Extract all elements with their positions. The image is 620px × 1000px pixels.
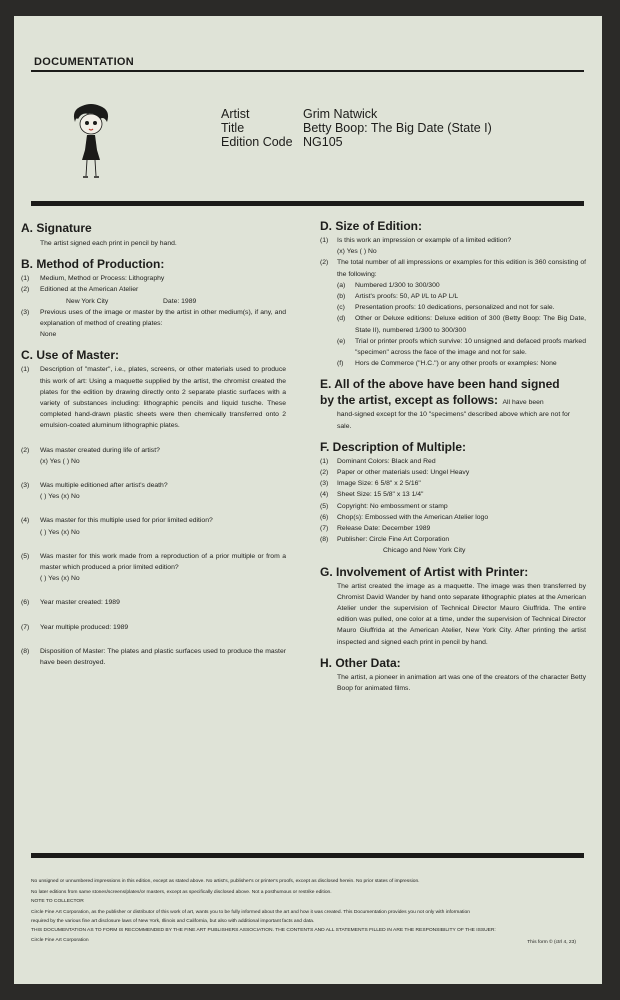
c-q2: (2) Was master created during life of artist? (x) Yes ( ) No [21, 446, 160, 465]
top-rule [31, 70, 584, 72]
list-item: (2) Editioned at the American Atelier [21, 286, 139, 294]
c-q3: (3) Was multiple editioned after artist's death? ( ) Yes (x) No [21, 482, 168, 501]
section-a-heading: A. Signature [21, 221, 92, 235]
section-f-heading: F. Description of Multiple: [320, 439, 466, 454]
footer-line: Circle Fine Art Corporation This form © (ctrl 4, 23) [31, 938, 576, 945]
list-item: (b) Artist's proofs: 50, AP I/L to AP L/L [337, 293, 459, 301]
d-q2: (2) The total number of all impressions or examples for this edition is 360 consisting of the following: [320, 259, 586, 278]
list-item: (e) Trial or printer proofs which survive: 10 unsigned and defaced proofs marked "specimen" across the face of the image and not for sale. [337, 337, 586, 357]
section-g-heading: G. Involvement of Artist with Printer: [320, 564, 529, 579]
footer-line: No later editions from same stones/screens/plates/or masters, except as specifically disclosed above. Not a posthumous or restrike edition. [31, 890, 332, 895]
footer [31, 878, 591, 944]
section-c-heading: C. Use of Master: [21, 348, 120, 363]
c-q8: (8) Disposition of Master: The plates and plastic surfaces used to produce the master have been destroyed. [21, 647, 286, 667]
section-h-heading: H. Other Data: [320, 655, 401, 670]
title-label: Title [221, 121, 245, 135]
c-q7: (7) Year multiple produced: 1989 [21, 623, 129, 631]
document-sheet [14, 16, 602, 984]
list-item: Chicago and New York City [383, 547, 466, 555]
section-a-text: The artist signed each print in pencil by hand. [40, 240, 177, 247]
doc-title: DOCUMENTATION [34, 56, 135, 68]
list-item: (8) Publisher: Circle Fine Art Corporation [320, 536, 450, 544]
list-item: (f) Hors de Commerce ("H.C.") or any other proofs or examples: None [337, 360, 557, 368]
list-item: (2) Paper or other materials used: Ungel Heavy [320, 469, 470, 477]
list-item: None [40, 331, 57, 339]
header-rule [31, 201, 584, 206]
section-g-text: The artist created the image as a maquette. The image was then transferred by Chromist David Wander by hand onto separate lithographic plates at the American Atelier under the supervision of Technical Director Mauro Giuffrida. The entire edition was pulled, one color at a time, under the supervision of Technical Director Mauro Giuffrida at the American Atelier, New York City. After printing the artist inspected and signed each print in pencil by hand. [337, 582, 586, 646]
title-value: Betty Boop: The Big Date (State I) [303, 121, 492, 135]
d-q1: (1) Is this work an impression or example of a limited edition? (x) Yes ( ) No [320, 237, 512, 256]
list-item: (d) Other or Deluxe editions: Deluxe edition of 300 (Betty Boop: The Big Date, State II), numbered 1/300 to 300/300 [337, 315, 586, 334]
section-h-text: The artist, a pioneer in animation art was one of the creators of the character Betty Boop for animated films. [337, 673, 586, 693]
edition-code-value: NG105 [303, 135, 343, 149]
list-item: (7) Release Date: December 1989 [320, 525, 431, 533]
footer-line: required by the various fine art disclosure laws of New York, Illinois and California, but also with additional important facts and data. [31, 919, 315, 924]
c-q6: (6) Year master created: 1989 [21, 599, 120, 607]
artist-label: Artist [221, 107, 250, 121]
list-item: (5) Copyright: No embossment or stamp [320, 502, 448, 510]
betty-boop-thumbnail [68, 102, 114, 182]
list-item: (4) Sheet Size: 15 5/8" x 13 1/4" [320, 491, 424, 499]
c-q4: (4) Was master for this multiple used for prior limited edition? ( ) Yes (x) No [21, 517, 213, 536]
left-column [21, 221, 286, 668]
footer-line: NOTE TO COLLECTOR [31, 899, 84, 904]
section-b-items [21, 273, 286, 340]
section-e-heading-1: E. All of the above have been hand signed [320, 377, 560, 392]
footer-line: No unsigned or unnumbered impressions in this edition, except as stated above. No artist's, publisher's or printer's proofs, except as disclosed herein. No prior states of impression. [31, 879, 420, 884]
c-q1: (1) Description of "master", i.e., plates, screens, or other materials used to produce this work of art: Using a maquette supplied by the artist, the chromist created the plates for the edition by drawing directly onto 2 separate plastic surfaces with a variety of substances including: lithographic pencils and liquid tusche. These completed hand-drawn plastic sheets were then chemically transferred onto 2 emulsion-coated aluminum lithographic plates. [21, 366, 286, 430]
section-f-items [320, 456, 586, 557]
right-column [320, 219, 586, 694]
c-q5: (5) Was master for this work made from a reproduction of a prior multiple or from a master which produced a prior limited edition? ( ) Yes (x) No [21, 552, 286, 583]
list-item: New York City Date: 1989 [66, 297, 197, 305]
section-e-text: hand-signed except for the 10 "specimens" described above which are not for sale. [337, 411, 571, 430]
section-e-heading-2: by the artist, except as follows: [320, 393, 499, 408]
list-item: (1) Medium, Method or Process: Lithography [21, 275, 165, 283]
section-e-inline: All have been [502, 399, 544, 407]
form-number: This form © (ctrl 4, 23) [527, 940, 576, 945]
section-e [320, 377, 586, 431]
list-item: (c) Presentation proofs: 10 dedications, personalized and not for sale. [337, 304, 555, 312]
footer-rule [31, 853, 584, 858]
list-item: (1) Dominant Colors: Black and Red [320, 457, 436, 465]
footer-line: Circle Fine Art Corporation, as the publisher or distributor of this work of art, wants you to be fully informed about the art and how it was created. This Documentation provides you not only with information [31, 910, 470, 915]
section-b-heading: B. Method of Production: [21, 257, 165, 272]
artist-value: Grim Natwick [303, 107, 378, 121]
list-item: (6) Chop(s): Embossed with the American Atelier logo [320, 513, 489, 521]
edition-code-label: Edition Code [221, 135, 293, 149]
list-item: (3) Image Size: 6 5/8" x 2 5/16" [320, 480, 421, 488]
list-item: (3) Previous uses of the image or master by the artist in other medium(s), if any, and explanation of method of creating plates: [21, 308, 286, 328]
list-item: (a) Numbered 1/300 to 300/300 [337, 281, 440, 289]
footer-line: THIS DOCUMENTATION AS TO FORM IS RECOMMENDED BY THE FINE ART PUBLISHERS ASSOCIATION. THE CONTENTS AND ALL STATEMENTS FILLED IN ARE THE RESPONSIBILITY OF THE ISSUER: [31, 928, 496, 933]
section-d-heading: D. Size of Edition: [320, 219, 422, 233]
